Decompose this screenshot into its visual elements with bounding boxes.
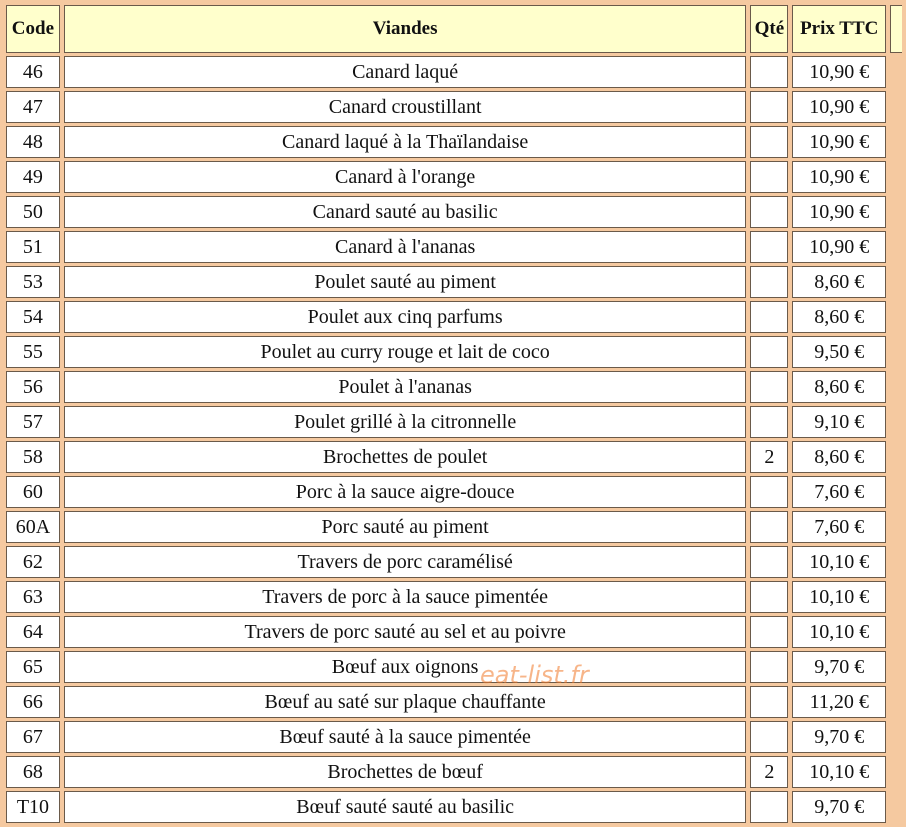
item-qty[interactable] (750, 476, 788, 508)
table-row (6, 301, 902, 333)
item-code: 54 (6, 301, 60, 333)
item-code: 48 (6, 126, 60, 158)
item-code: 56 (6, 371, 60, 403)
table-row (6, 231, 902, 263)
item-qty[interactable] (750, 336, 788, 368)
item-code: 60A (6, 511, 60, 543)
item-code: 53 (6, 266, 60, 298)
table-row (6, 371, 902, 403)
item-price: 11,20 € (792, 686, 886, 718)
item-price: 7,60 € (792, 511, 886, 543)
item-code: 51 (6, 231, 60, 263)
table-row (6, 651, 902, 683)
item-name: Bœuf sauté sauté au basilic (64, 791, 747, 823)
item-name: Porc sauté au piment (64, 511, 747, 543)
item-qty[interactable] (750, 721, 788, 753)
header-qty: Qté (750, 5, 788, 53)
item-qty[interactable]: 2 (750, 756, 788, 788)
item-name: Bœuf sauté à la sauce pimentée (64, 721, 747, 753)
item-code: 64 (6, 616, 60, 648)
table-row (6, 441, 902, 473)
item-name: Porc à la sauce aigre-douce (64, 476, 747, 508)
item-price: 10,10 € (792, 581, 886, 613)
item-qty[interactable] (750, 581, 788, 613)
item-price: 9,70 € (792, 791, 886, 823)
item-name: Canard à l'ananas (64, 231, 747, 263)
item-name: Canard laqué (64, 56, 747, 88)
item-code: 62 (6, 546, 60, 578)
item-qty[interactable] (750, 616, 788, 648)
item-code: 65 (6, 651, 60, 683)
table-row (6, 476, 902, 508)
item-price: 8,60 € (792, 301, 886, 333)
item-qty[interactable] (750, 56, 788, 88)
item-price: 9,50 € (792, 336, 886, 368)
item-qty[interactable] (750, 651, 788, 683)
table-row (6, 756, 902, 788)
header-extra (890, 5, 902, 53)
item-price: 7,60 € (792, 476, 886, 508)
header-row (6, 5, 902, 53)
item-price: 10,90 € (792, 126, 886, 158)
table-row (6, 406, 902, 438)
item-code: 60 (6, 476, 60, 508)
item-price: 10,90 € (792, 56, 886, 88)
item-code: 49 (6, 161, 60, 193)
item-qty[interactable] (750, 231, 788, 263)
item-code: T10 (6, 791, 60, 823)
item-code: 50 (6, 196, 60, 228)
item-name: Canard à l'orange (64, 161, 747, 193)
table-row (6, 511, 902, 543)
table-row (6, 721, 902, 753)
item-price: 9,10 € (792, 406, 886, 438)
item-name: Brochettes de bœuf (64, 756, 747, 788)
item-qty[interactable] (750, 511, 788, 543)
item-price: 10,90 € (792, 231, 886, 263)
item-price: 8,60 € (792, 441, 886, 473)
table-row (6, 581, 902, 613)
table-row (6, 91, 902, 123)
item-code: 58 (6, 441, 60, 473)
item-price: 10,90 € (792, 196, 886, 228)
table-row (6, 546, 902, 578)
item-qty[interactable] (750, 546, 788, 578)
item-name: Poulet sauté au piment (64, 266, 747, 298)
table-row (6, 266, 902, 298)
item-name: Poulet grillé à la citronnelle (64, 406, 747, 438)
item-code: 67 (6, 721, 60, 753)
header-price: Prix TTC (792, 5, 886, 53)
item-code: 55 (6, 336, 60, 368)
item-name: Poulet au curry rouge et lait de coco (64, 336, 747, 368)
item-qty[interactable] (750, 406, 788, 438)
item-qty[interactable] (750, 196, 788, 228)
item-name: Canard sauté au basilic (64, 196, 747, 228)
item-qty[interactable] (750, 126, 788, 158)
item-qty[interactable]: 2 (750, 441, 788, 473)
item-price: 9,70 € (792, 721, 886, 753)
item-name: Travers de porc à la sauce pimentée (64, 581, 747, 613)
header-code: Code (6, 5, 60, 53)
item-qty[interactable] (750, 266, 788, 298)
item-qty[interactable] (750, 371, 788, 403)
item-name: Bœuf aux oignons (64, 651, 747, 683)
item-name: Poulet à l'ananas (64, 371, 747, 403)
item-name: Canard laqué à la Thaïlandaise (64, 126, 747, 158)
item-code: 57 (6, 406, 60, 438)
item-qty[interactable] (750, 791, 788, 823)
item-name: Brochettes de poulet (64, 441, 747, 473)
item-code: 46 (6, 56, 60, 88)
table-row (6, 161, 902, 193)
item-price: 9,70 € (792, 651, 886, 683)
item-name: Bœuf au saté sur plaque chauffante (64, 686, 747, 718)
item-price: 8,60 € (792, 371, 886, 403)
item-qty[interactable] (750, 91, 788, 123)
item-name: Travers de porc caramélisé (64, 546, 747, 578)
item-name: Poulet aux cinq parfums (64, 301, 747, 333)
item-price: 10,10 € (792, 756, 886, 788)
item-code: 47 (6, 91, 60, 123)
item-price: 10,10 € (792, 546, 886, 578)
item-price: 10,90 € (792, 161, 886, 193)
menu-rows (6, 56, 902, 823)
item-code: 63 (6, 581, 60, 613)
menu-table (2, 2, 906, 826)
table-row (6, 126, 902, 158)
item-qty[interactable] (750, 301, 788, 333)
item-name: Travers de porc sauté au sel et au poivre (64, 616, 747, 648)
item-name: Canard croustillant (64, 91, 747, 123)
header-name: Viandes (64, 5, 747, 53)
item-price: 10,90 € (792, 91, 886, 123)
item-qty[interactable] (750, 686, 788, 718)
table-row (6, 616, 902, 648)
table-row (6, 336, 902, 368)
item-code: 66 (6, 686, 60, 718)
table-row (6, 196, 902, 228)
table-row (6, 56, 902, 88)
item-code: 68 (6, 756, 60, 788)
table-row (6, 686, 902, 718)
table-row (6, 791, 902, 823)
watermark: eat-list.fr (480, 661, 589, 689)
item-price: 10,10 € (792, 616, 886, 648)
item-qty[interactable] (750, 161, 788, 193)
item-price: 8,60 € (792, 266, 886, 298)
